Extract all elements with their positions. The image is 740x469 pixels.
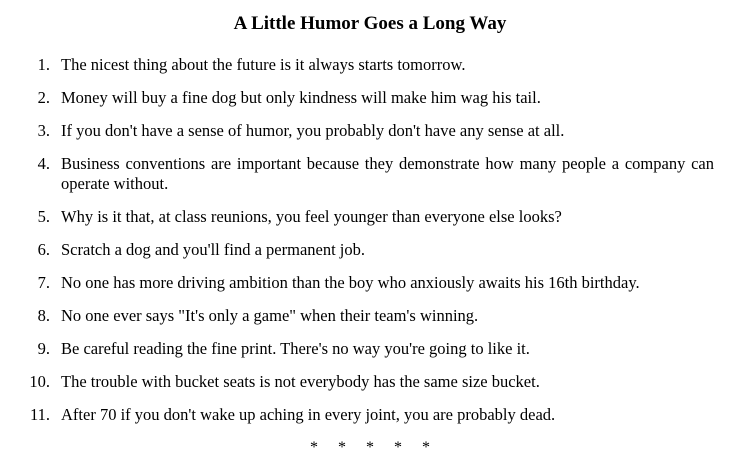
item-number: 2. [37,88,50,107]
list-item [0,405,740,425]
item-number: 6. [37,240,50,259]
section-divider-asterisks: * * * * * [310,439,430,456]
item-text: Money will buy a fine dog but only kindness will make him wag his tail. [61,88,541,107]
item-number: 10. [29,372,50,391]
item-text: Be careful reading the fine print. There's no way you're going to like it. [61,339,530,358]
item-text: If you don't have a sense of humor, you probably don't have any sense at all. [61,121,565,140]
list-item [0,121,740,141]
item-number: 5. [37,207,50,226]
list-item [0,207,740,227]
item-text: Scratch a dog and you'll find a permanent job. [61,240,366,259]
list-item [0,372,740,392]
item-text: The nicest thing about the future is it always starts tomorrow. [61,55,466,74]
item-text: After 70 if you don't wake up aching in every joint, you are probably dead. [61,405,556,424]
list-item [0,273,740,293]
list-item [0,154,740,194]
item-number: 7. [37,273,50,292]
item-number: 11. [29,405,50,424]
item-number: 4. [37,154,50,173]
list-item [0,55,740,75]
item-text: No one ever says "It's only a game" when their team's winning. [61,306,479,325]
item-number: 9. [37,339,50,358]
item-number: 1. [37,55,50,74]
list-item [0,339,740,359]
list-item [0,306,740,326]
item-text: The trouble with bucket seats is not everybody has the same size bucket. [61,372,540,391]
item-text: Why is it that, at class reunions, you feel younger than everyone else looks? [61,207,562,226]
humor-list [0,55,740,438]
item-number: 8. [37,306,50,325]
list-item [0,88,740,108]
list-item [0,240,740,260]
item-text: Business conventions are important because they demonstrate how many people a company can operate without. [61,154,714,193]
item-text: No one has more driving ambition than the boy who anxiously awaits his 16th birthday. [61,273,640,292]
item-number: 3. [37,121,50,140]
document-title: A Little Humor Goes a Long Way [233,13,507,34]
